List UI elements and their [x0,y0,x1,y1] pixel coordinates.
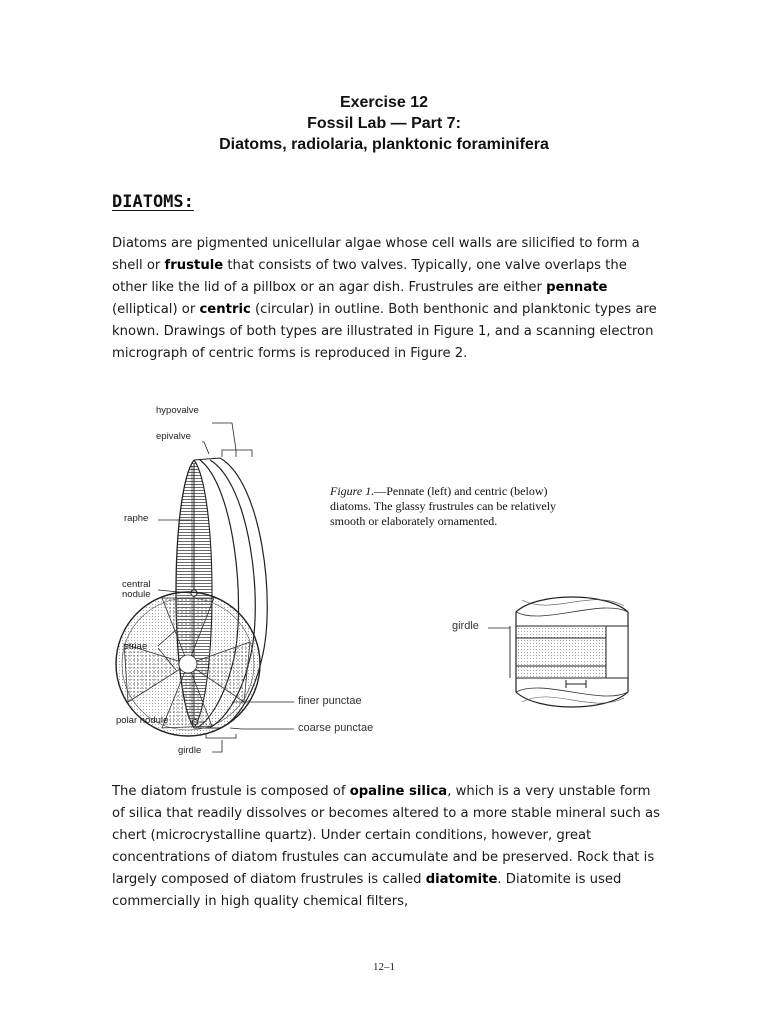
diatom-illustration [112,402,654,764]
term-pennate: pennate [546,280,608,295]
label-epivalve: epivalve [156,431,191,442]
title-line-part: Fossil Lab — Part 7: [307,115,461,132]
para1-text-3: (elliptical) or [112,302,200,317]
title-line-topic: Diatoms, radiolaria, planktonic foraminifera [219,136,549,153]
para2-text-3: . Diatomite is used commercially in high quality chemical filters, [112,872,622,909]
label-polar-nodule: polar nodule [116,715,169,726]
para1-text-1: Diatoms are pigmented unicellular algae whose cell walls are silicified to form a shell or [112,236,640,273]
label-coarse-punctae: coarse punctae [298,722,374,734]
term-diatomite: diatomite [425,872,498,887]
centric-diatom-girdle-view [488,597,628,707]
caption-label: Figure 1. [330,484,375,498]
para2-text-2: , which is a very unstable form of silica that readily dissolves or becomes altered to a more stable mineral such as chert (microcrystalline quartz). Under certain conditions, however, great concentrations of diatom frustules can accumulate and be preserved. Rock that is largely composed of diatom frustrules is called [112,784,660,887]
paragraph-intro [112,233,660,365]
paragraph-opaline-silica [112,781,660,913]
term-opaline-silica: opaline silica [349,784,448,799]
label-striae: striae [124,641,148,652]
figure-caption [330,484,590,529]
title-line-exercise: Exercise 12 [339,94,429,111]
label-finer-punctae: finer punctae [298,695,362,707]
document-title [0,92,768,155]
section-heading-diatoms: DIATOMS: [112,192,194,212]
label-girdle-pennate: girdle [178,745,202,756]
page-number: 12–1 [373,961,395,973]
label-raphe: raphe [124,513,149,524]
caption-text: —Pennate (left) and centric (below) diatoms. The glassy frustrules can be relatively smooth or elaborately ornamented. [330,484,557,528]
label-central-nodule: central nodule [122,579,151,600]
term-frustule: frustule [164,258,224,273]
label-girdle-centric: girdle [452,620,479,632]
para2-text-1: The diatom frustule is composed of [112,784,350,799]
para1-text-2: that consists of two valves. Typically, one valve overlaps the other like the lid of a pillbox or an agar dish. Frustrules are either [112,258,627,295]
figure-1 [112,402,654,764]
term-centric: centric [199,302,251,317]
label-hypovalve: hypovalve [156,405,199,416]
para1-text-4: (circular) in outline. Both benthonic and planktonic types are known. Drawings of both types are illustrated in Figure 1, and a scanning electron micrograph of centric forms is reproduced in Figure 2. [112,302,657,361]
